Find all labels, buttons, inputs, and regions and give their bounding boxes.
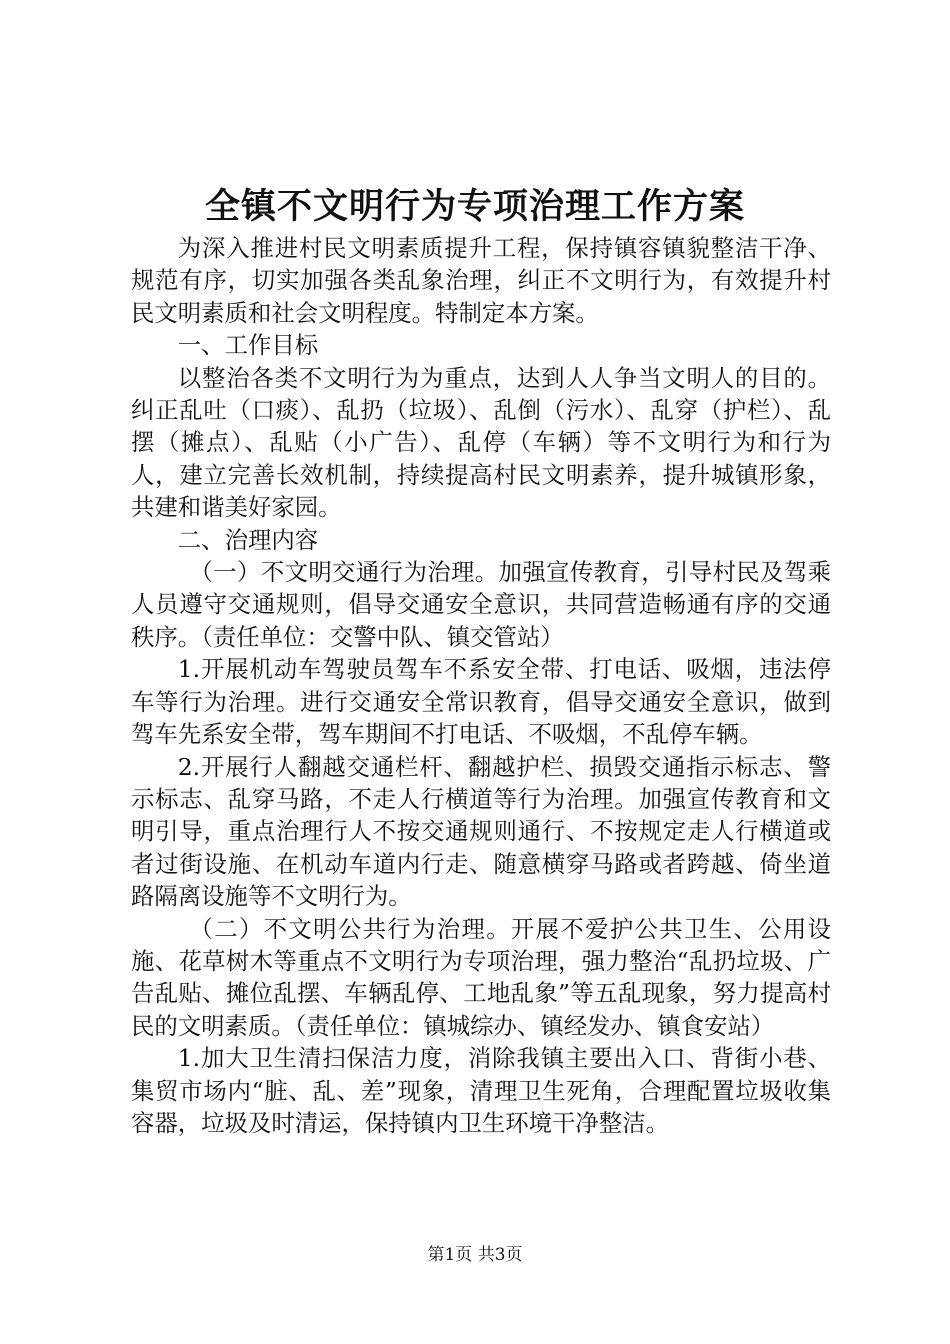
section-heading-goals: 一、工作目标 — [177, 331, 319, 360]
traffic-item-1-paragraph: 1.开展机动车驾驶员驾车不系安全带、打电话、吸烟，违法停车等行为治理。进行交通安全常识教育，倡导交通安全意识，做到驾车先系安全带，驾车期间不打电话、不吸烟，不乱停车辆。 — [131, 655, 831, 749]
document-title: 全镇不文明行为专项治理工作方案 — [204, 186, 745, 227]
intro-paragraph: 为深入推进村民文明素质提升工程，保持镇容镇貌整洁干净、规范有序，切实加强各类乱象治理，纠正不文明行为，有效提升村民文明素质和社会文明程度。特制定本方案。 — [131, 234, 831, 327]
section-heading-content: 二、治理内容 — [177, 525, 319, 554]
page-number-footer: 第1页 共3页 — [427, 1245, 523, 1265]
subsection-traffic-paragraph: （一）不文明交通行为治理。加强宣传教育，引导村民及驾乘人员遵守交通规则，倡导交通安全意识，共同营造畅通有序的交通秩序。（责任单位：交警中队、镇交管站） — [131, 558, 831, 651]
goals-paragraph: 以整治各类不文明行为为重点，达到人人争当文明人的目的。纠正乱吐（口痰）、乱扔（垃圾）、乱倒（污水）、乱穿（护栏）、乱摆（摊点）、乱贴（小广告）、乱停（车辆）等不文明行为和行为人，建立完善长效机制，持续提高村民文明素养，提升城镇形象，共建和谐美好家园。 — [131, 363, 831, 522]
traffic-item-2-paragraph: 2.开展行人翻越交通栏杆、翻越护栏、损毁交通指示标志、警示标志、乱穿马路，不走人行横道等行为治理。加强宣传教育和文明引导，重点治理行人不按交通规则通行、不按规定走人行横道或者过街设施、在机动车道内行走、随意横穿马路或者跨越、倚坐道路隔离设施等不文明行为。 — [131, 752, 831, 911]
document-body — [131, 232, 831, 1139]
subsection-public-paragraph: （二）不文明公共行为治理。开展不爱护公共卫生、公用设施、花草树木等重点不文明行为专项治理，强力整治“乱扔垃圾、广告乱贴、摊位乱摆、车辆乱停、工地乱象”等五乱现象，努力提高村民的文明素质。（责任单位：镇城综办、镇经发办、镇食安站） — [131, 914, 831, 1040]
public-item-1-paragraph: 1.加大卫生清扫保洁力度，消除我镇主要出入口、背街小巷、集贸市场内“脏、乱、差”现象，清理卫生死角，合理配置垃圾收集容器，垃圾及时清运，保持镇内卫生环境干净整洁。 — [131, 1044, 831, 1137]
